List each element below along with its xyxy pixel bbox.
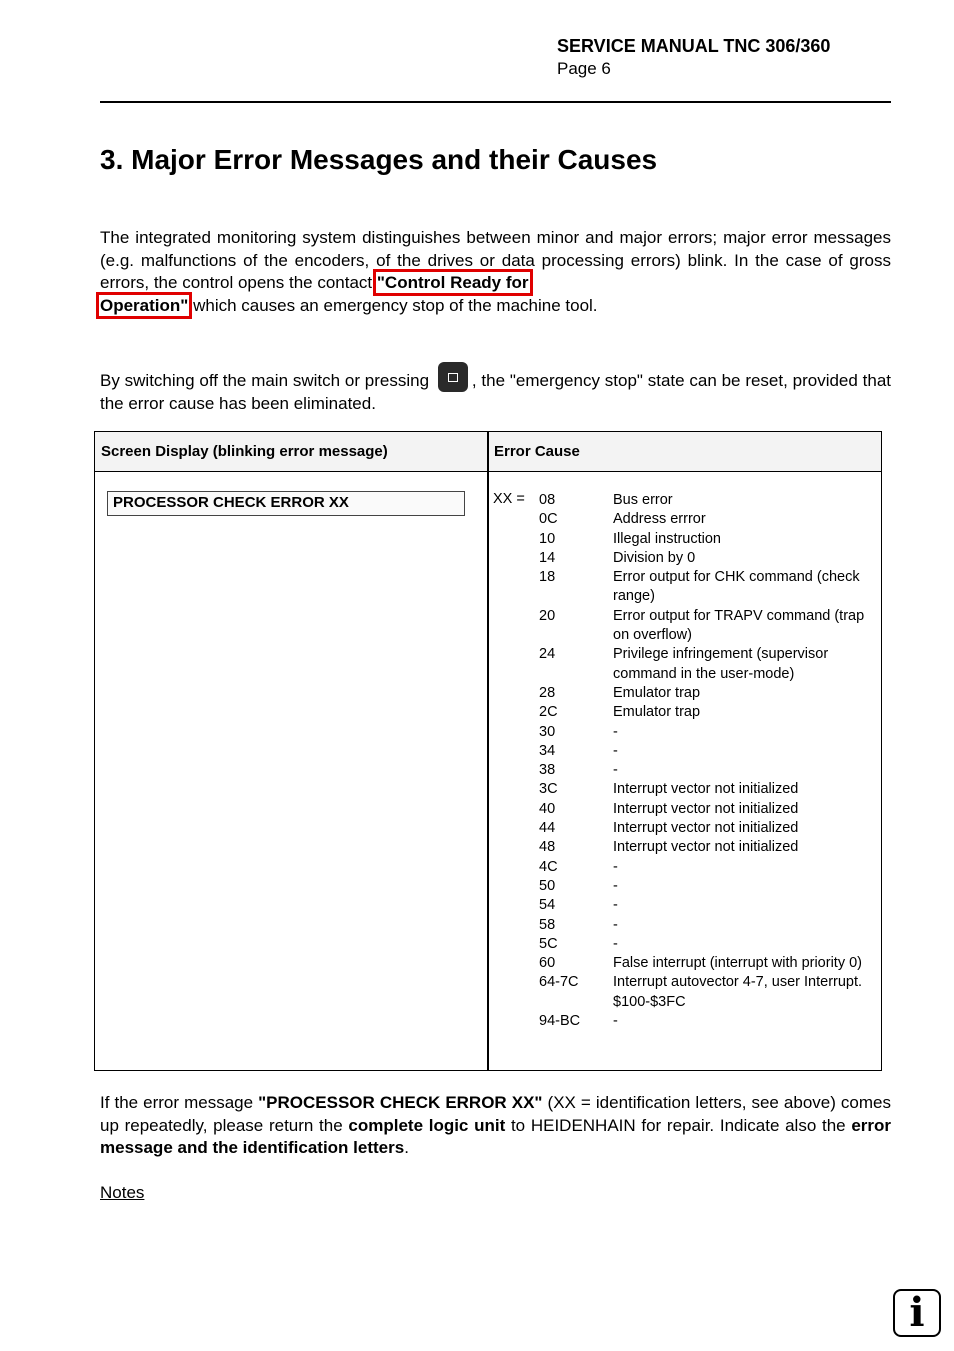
table-row — [539, 935, 881, 954]
error-description: Interrupt vector not initialized — [613, 820, 799, 837]
notes-label: Notes — [100, 1183, 145, 1202]
error-description: Error output for TRAPV command (trap on overflow) — [613, 607, 865, 644]
error-code: 60 — [539, 955, 556, 972]
error-description: Emulator trap — [613, 704, 701, 721]
error-description: - — [613, 742, 618, 759]
error-description: Illegal instruction — [613, 530, 721, 547]
table-row — [539, 954, 881, 973]
error-description: Interrupt vector not initialized — [613, 800, 799, 817]
error-code: 50 — [539, 877, 556, 894]
table-row — [539, 645, 881, 684]
error-description: Interrupt autovector 4-7, user Interrupt. $100-$3FC — [613, 974, 863, 1010]
error-code: 18 — [539, 569, 556, 586]
intro-text-1: The integrated monitoring system distinguishes between minor and major errors; major error messages (e.g. malfunctions of the encoders, of the drives or data processing errors) blink. In the case of gross errors, the control opens the contact — [100, 228, 891, 292]
error-code: 3C — [539, 781, 558, 798]
table-row — [539, 819, 881, 838]
error-description: Privilege infringement (supervisor command in the user-mode) — [613, 646, 829, 682]
followup-bold-logic-unit: complete logic unit — [348, 1115, 506, 1135]
error-description: - — [613, 935, 618, 952]
error-description: Division by 0 — [613, 549, 696, 566]
error-description: - — [613, 916, 618, 933]
header-screen-display: Screen Display (blinking error message) — [101, 443, 388, 460]
section-title: 3. Major Error Messages and their Causes — [100, 144, 658, 175]
error-description: Interrupt vector not initialized — [613, 781, 799, 798]
table-row — [539, 568, 881, 607]
error-code: 10 — [539, 530, 556, 547]
table-row — [539, 973, 881, 1012]
error-code: 5C — [539, 935, 558, 952]
error-table — [94, 431, 882, 1071]
error-description: - — [613, 858, 618, 875]
error-description: False interrupt (interrupt with priority 0) — [613, 955, 862, 972]
table-row — [539, 549, 881, 568]
header-page-number: Page 6 — [557, 59, 611, 78]
error-description: Interrupt vector not initialized — [613, 839, 799, 856]
error-code: 94-BC — [539, 1013, 581, 1030]
error-code: 28 — [539, 684, 556, 701]
table-row — [539, 800, 881, 819]
xx-label: XX = — [493, 491, 525, 507]
table-row — [539, 1012, 881, 1031]
error-description: Emulator trap — [613, 684, 701, 701]
followup-text-1: If the error message — [100, 1093, 259, 1112]
table-row — [539, 491, 881, 510]
table-row — [539, 510, 881, 529]
followup-text-4: . — [404, 1138, 409, 1157]
error-code: 44 — [539, 820, 556, 837]
table-row — [539, 858, 881, 877]
column-divider — [487, 432, 489, 1070]
error-code-list — [539, 491, 881, 1031]
header-title: SERVICE MANUAL TNC 306/360 — [557, 36, 831, 56]
error-code: 0C — [539, 511, 558, 528]
table-row — [539, 761, 881, 780]
error-code: 34 — [539, 742, 556, 759]
reset-text-1: By switching off the main switch or pressing — [100, 371, 430, 390]
error-code: 38 — [539, 762, 556, 779]
error-code: 20 — [539, 607, 556, 624]
followup-paragraph — [100, 1092, 891, 1160]
error-description: Address errror — [613, 511, 706, 528]
table-row — [539, 684, 881, 703]
followup-bold-message: "PROCESSOR CHECK ERROR XX" — [258, 1093, 543, 1112]
table-row — [539, 780, 881, 799]
reset-paragraph — [100, 362, 891, 415]
followup-bold-indicate: error message and the identification letters — [100, 1115, 891, 1157]
error-code: 54 — [539, 897, 556, 914]
error-description: - — [613, 723, 618, 740]
error-code: 24 — [539, 646, 556, 663]
error-description: Bus error — [613, 492, 673, 508]
table-row — [539, 916, 881, 935]
error-code: 48 — [539, 839, 556, 856]
table-row — [539, 607, 881, 646]
intro-text-2: which causes an emergency stop of the machine tool. — [188, 295, 598, 315]
header-error-cause: Error Cause — [494, 443, 580, 460]
error-description: - — [613, 897, 618, 914]
table-row — [539, 877, 881, 896]
intro-paragraph — [100, 227, 891, 317]
error-code: 64-7C — [539, 974, 579, 991]
error-code: 2C — [539, 704, 558, 721]
info-icon: i — [893, 1289, 941, 1337]
table-row — [539, 896, 881, 915]
highlight-operation: Operation" — [100, 295, 189, 315]
table-row — [539, 530, 881, 549]
error-code: 14 — [539, 549, 556, 566]
error-description: - — [613, 877, 618, 894]
reset-text-2: , the "emergency stop" state can be reset, provided that the error cause has been eliminated. — [100, 371, 892, 413]
followup-text-2: (XX = identification letters, see above) comes up repeatedly, please return the — [100, 1093, 892, 1135]
error-code: 58 — [539, 916, 556, 933]
table-row — [539, 703, 881, 722]
ce-key-icon — [438, 362, 468, 392]
header-divider — [100, 101, 891, 103]
error-code: 30 — [539, 723, 556, 740]
error-code: 08 — [539, 492, 556, 508]
error-code: 4C — [539, 858, 558, 875]
highlight-control-ready: "Control Ready for — [376, 273, 529, 292]
table-row — [539, 838, 881, 857]
display-message-box: PROCESSOR CHECK ERROR XX — [107, 491, 465, 516]
error-description: - — [613, 1013, 618, 1030]
table-row — [539, 742, 881, 761]
followup-text-3: to HEIDENHAIN for repair. Indicate also the — [505, 1115, 852, 1135]
error-code: 40 — [539, 800, 556, 817]
error-description: - — [613, 762, 618, 779]
table-row — [539, 723, 881, 742]
error-description: Error output for CHK command (check range) — [613, 569, 860, 605]
